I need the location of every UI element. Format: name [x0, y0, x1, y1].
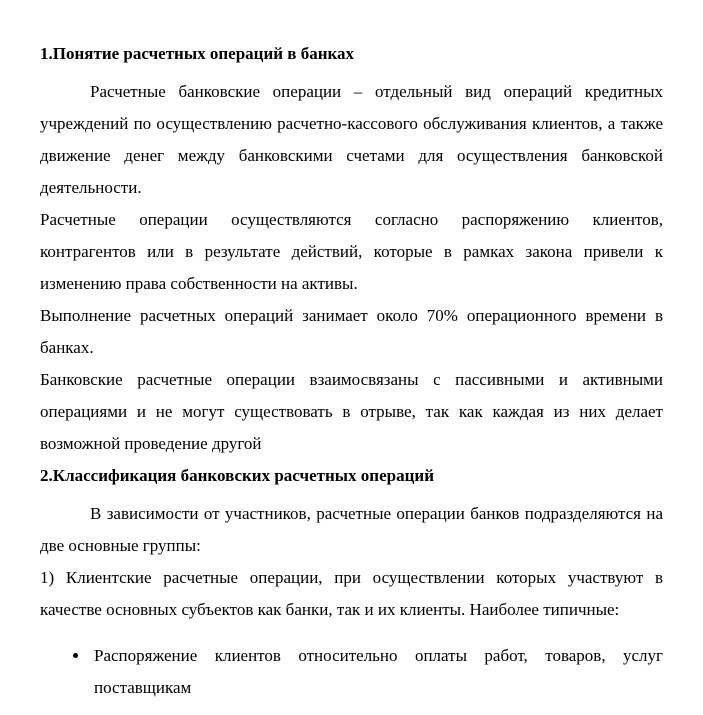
paragraph-client-operations: 1) Клиентские расчетные операции, при осуществлении которых участвуют в качестве основных субъектов как банки, так и их клиенты. Наиболее типичные:: [40, 568, 663, 619]
section-heading-1: 1.Понятие расчетных операций в банках: [40, 44, 355, 63]
paragraph-time-share: Выполнение расчетных операций занимает около 70% операционного времени в банках.: [40, 306, 663, 357]
list-item: • Распоряжение клиентов относительно оплаты работ, товаров, услуг поставщикам: [90, 640, 663, 704]
paragraph-groups-intro: В зависимости от участников, расчетные операции банков подразделяются на две основные группы:: [40, 504, 663, 555]
paragraph-execution: Расчетные операции осуществляются согласно распоряжению клиентов, контрагентов или в результате действий, которые в рамках закона привели к изменению права собственности на активы.: [40, 210, 663, 293]
section-heading-2: 2.Классификация банковских расчетных операций: [40, 466, 434, 485]
paragraph-definition: Расчетные банковские операции – отдельный вид операций кредитных учреждений по осуществлению расчетно-кассового обслуживания клиентов, а также движение денег между банковскими счетами для осуществления банковской деятельности.: [40, 82, 663, 197]
paragraph-interrelation: Банковские расчетные операции взаимосвязаны с пассивными и активными операциями и не могут существовать в отрыве, так как каждая из них делает возможной проведение другой: [40, 370, 663, 453]
bullet-list: [40, 640, 663, 704]
